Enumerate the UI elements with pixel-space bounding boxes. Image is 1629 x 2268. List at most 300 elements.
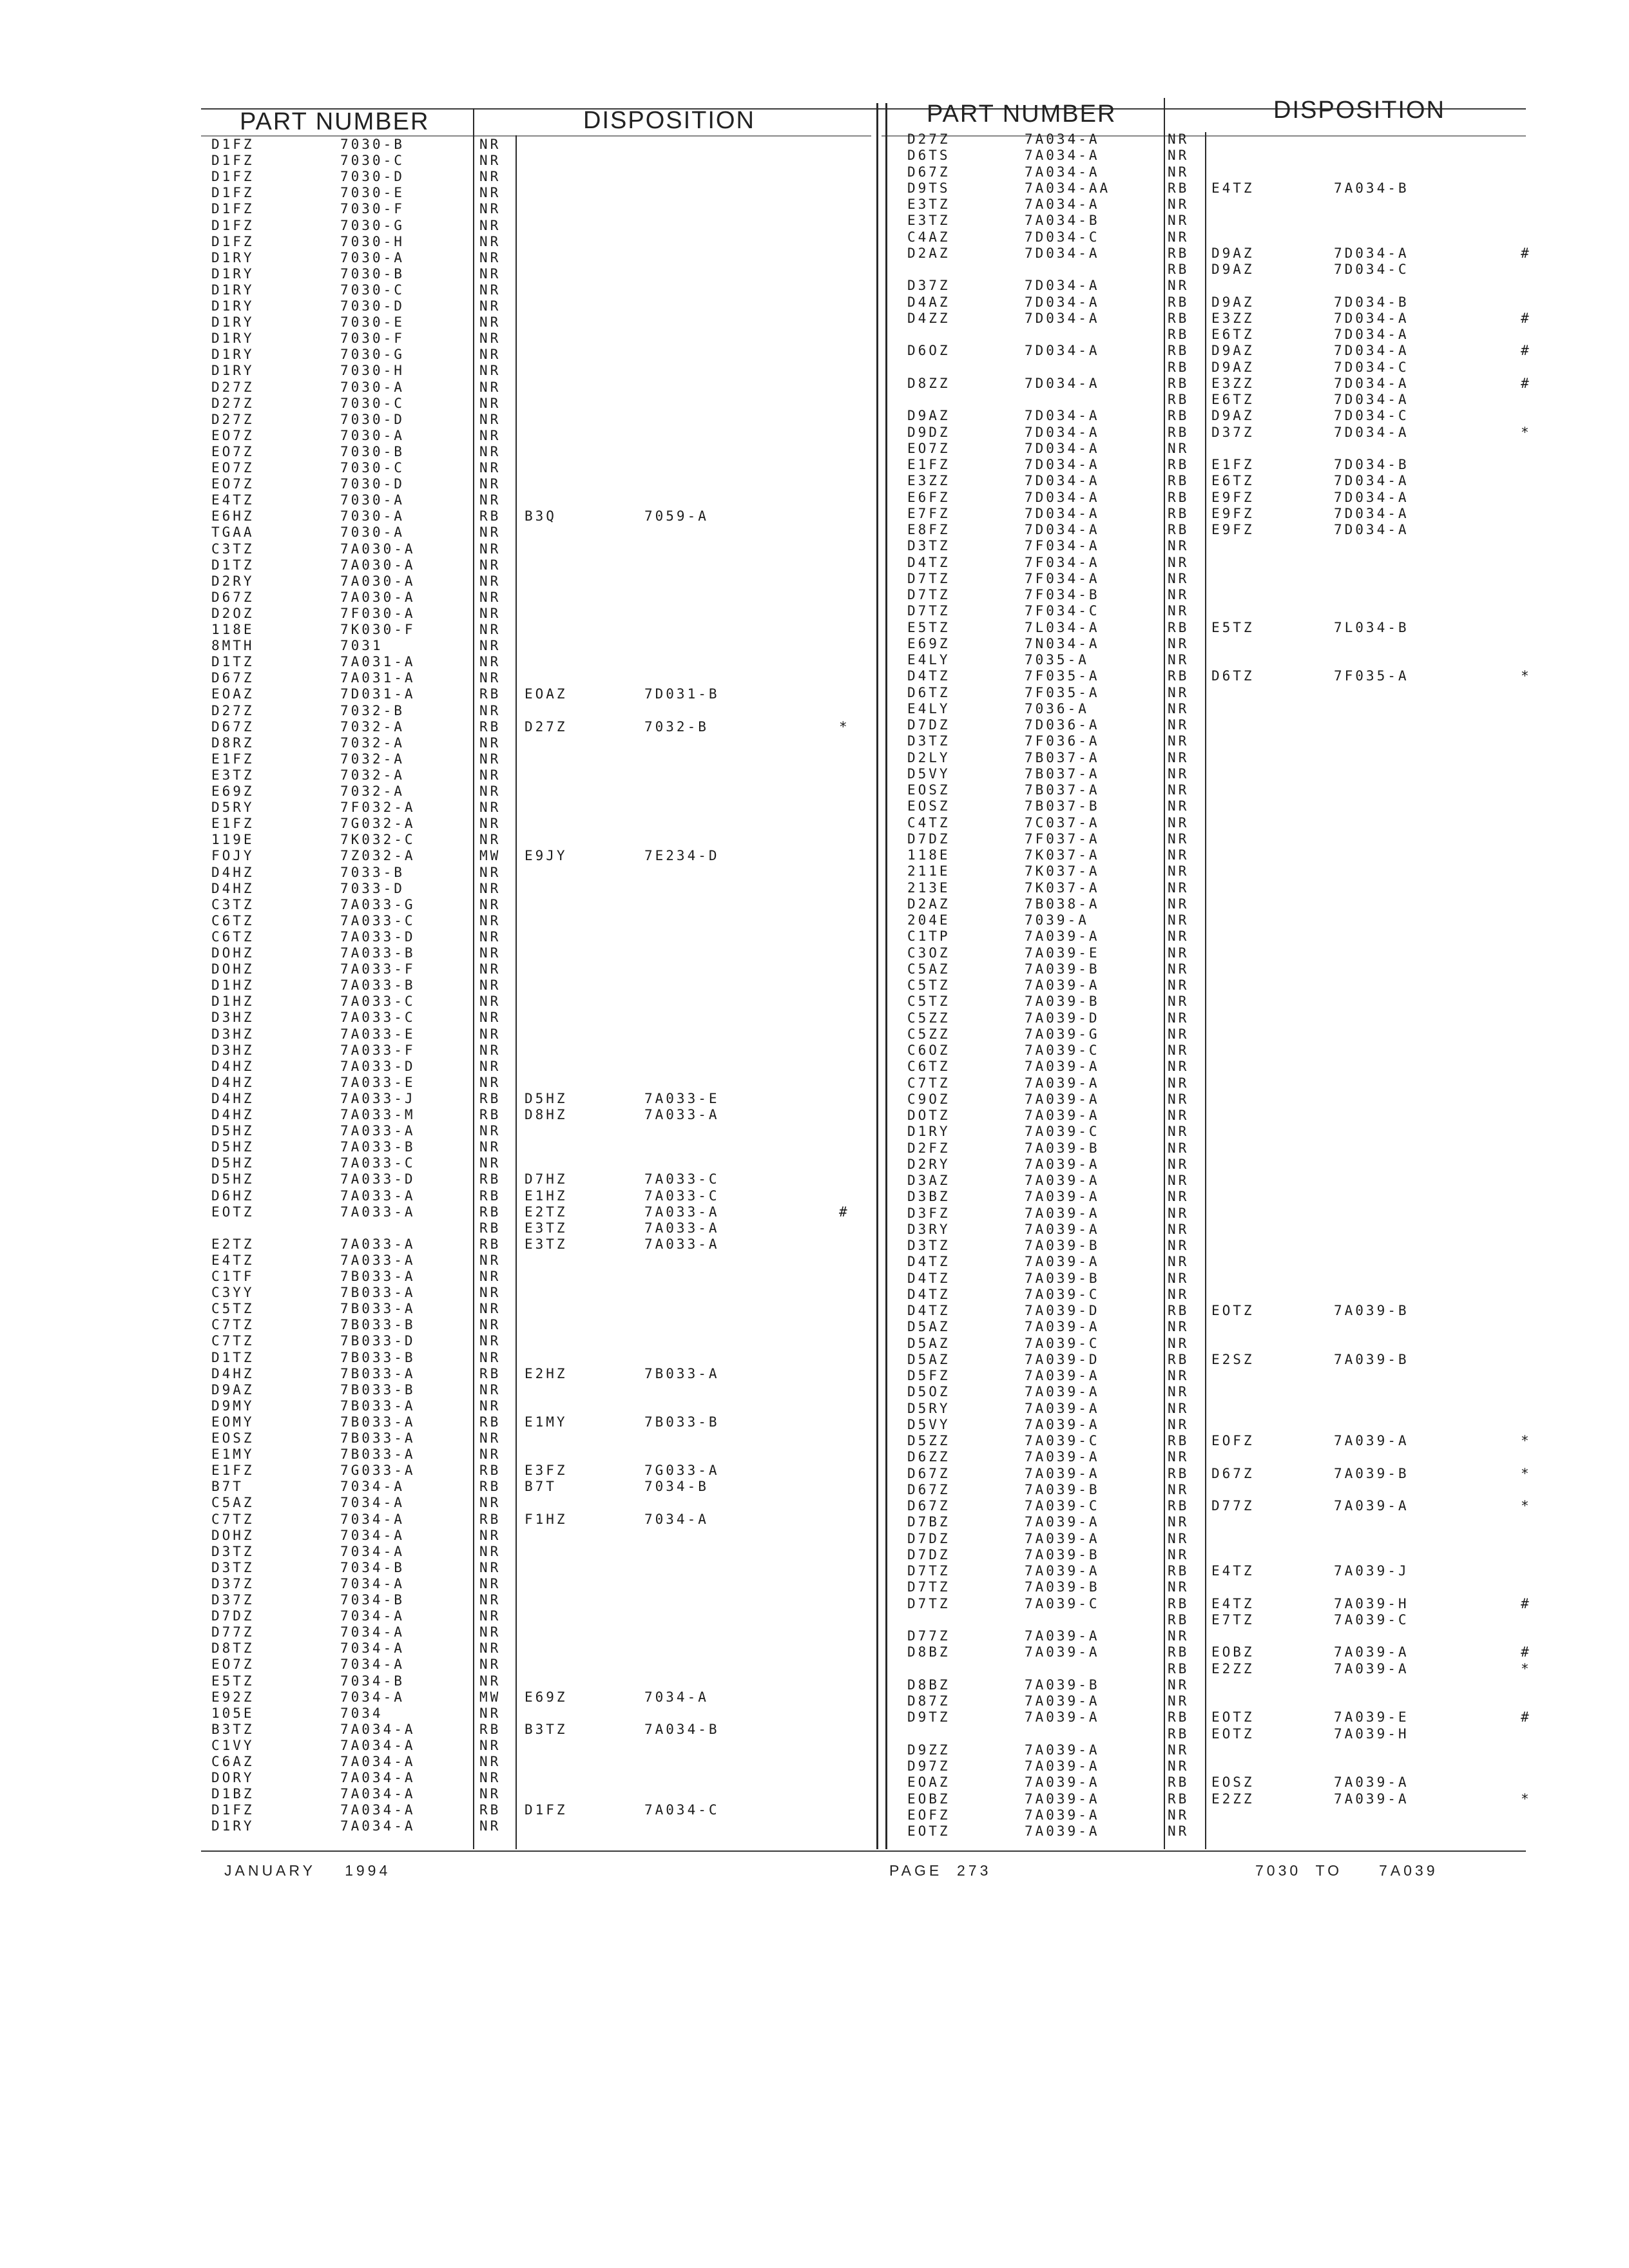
part-prefix: D77Z [211, 1624, 255, 1640]
part-prefix: C5TZ [907, 977, 950, 993]
repl-prefix: EOTZ [1211, 1725, 1255, 1742]
part-base: 7034-A [340, 1527, 405, 1543]
part-prefix: D1FZ [211, 217, 255, 233]
part-prefix: E7FZ [907, 505, 950, 521]
part-prefix: EOSZ [211, 1430, 255, 1446]
part-prefix: D1RY [211, 298, 255, 314]
disp-code: RB [479, 1365, 501, 1381]
part-prefix: FOJY [211, 848, 255, 864]
disp-code: NR [479, 816, 501, 832]
part-base: 7A034-A [340, 1737, 416, 1753]
disp-code: RB [1168, 359, 1190, 375]
disp-code: NR [1168, 1026, 1190, 1042]
part-base: 7030-D [340, 476, 405, 492]
part-prefix: D4HZ [211, 1365, 255, 1381]
part-prefix: E3TZ [211, 767, 255, 783]
disp-code: NR [1168, 1319, 1190, 1335]
part-prefix: D67Z [211, 718, 255, 735]
disp-code: RB [479, 1463, 501, 1479]
part-base: 7A033-J [340, 1090, 416, 1106]
part-base: 7030-C [340, 153, 405, 169]
part-prefix: D9DZ [907, 424, 950, 440]
part-base: 7B033-A [340, 1301, 416, 1317]
disp-code: NR [479, 1333, 501, 1349]
part-base: 7D031-A [340, 686, 416, 702]
part-prefix: D8BZ [907, 1644, 950, 1660]
part-prefix: C1TP [907, 928, 950, 945]
part-prefix: D4HZ [211, 864, 255, 880]
part-prefix: D1RY [211, 1818, 255, 1834]
part-prefix: C6TZ [211, 928, 255, 945]
disp-code: RB [1168, 1644, 1190, 1660]
part-prefix: D1BZ [211, 1786, 255, 1802]
part-prefix: C4AZ [907, 229, 950, 245]
part-base: 7A039-A [1025, 1173, 1100, 1188]
part-base: 7N034-A [1025, 635, 1100, 651]
footer-page: PAGE 273 [889, 1862, 992, 1879]
part-prefix: D5AZ [907, 1319, 950, 1335]
part-base: 7A039-A [1025, 1189, 1100, 1205]
disp-code: RB [1168, 343, 1190, 359]
part-base: 7A033-A [340, 1123, 416, 1139]
part-base: 7031 [340, 638, 383, 654]
part-prefix: D7TZ [907, 570, 950, 586]
part-prefix: EOSZ [907, 798, 950, 814]
repl-prefix: EOAZ [525, 686, 568, 702]
part-base: 7A033-E [340, 1026, 416, 1042]
disp-code: NR [479, 492, 501, 508]
part-base: 7A034-A [340, 1721, 416, 1737]
part-prefix: D2FZ [907, 1140, 950, 1156]
disp-code: NR [479, 443, 501, 459]
part-prefix: E4LY [907, 652, 950, 668]
disp-code: NR [1168, 1010, 1190, 1026]
repl-base: 7A039-B [1334, 1465, 1409, 1481]
repl-prefix: B3TZ [525, 1721, 568, 1737]
repl-base: 7A033-A [644, 1220, 720, 1236]
disp-code: NR [1168, 912, 1190, 928]
part-prefix: D4TZ [907, 1303, 950, 1318]
disp-code: NR [479, 654, 501, 670]
disp-code: NR [1168, 1481, 1190, 1497]
disp-code: NR [1168, 1108, 1190, 1123]
disp-code: NR [479, 1559, 501, 1575]
repl-prefix: D1FZ [525, 1802, 568, 1818]
part-prefix: C6TZ [907, 1059, 950, 1075]
disp-code: RB [1168, 310, 1190, 326]
disp-code: RB [1168, 619, 1190, 635]
part-base: 7A033-B [340, 945, 416, 961]
part-prefix: D3TZ [907, 1238, 950, 1253]
part-prefix: D4HZ [211, 1107, 255, 1122]
disp-code: RB [1168, 522, 1190, 537]
repl-base: 7A033-A [644, 1204, 720, 1220]
repl-base: 7A039-A [1334, 1433, 1409, 1448]
part-prefix: D1FZ [211, 1802, 255, 1818]
part-base: 7A034-A [1025, 148, 1100, 164]
part-base: 7F035-A [1025, 684, 1100, 700]
disp-code: RB [479, 1414, 501, 1430]
part-base: 7A039-A [1025, 1807, 1100, 1823]
part-prefix: D4HZ [211, 1074, 255, 1090]
repl-prefix: EOFZ [1211, 1433, 1255, 1448]
disp-code: NR [1168, 847, 1190, 863]
part-prefix: C3YY [211, 1285, 255, 1301]
part-base: 7A030-A [340, 541, 416, 557]
part-prefix: D2OZ [211, 605, 255, 621]
part-prefix: D2RY [907, 1156, 950, 1172]
part-base: 7F034-B [1025, 587, 1100, 602]
disp-code: NR [1168, 131, 1190, 147]
part-prefix: D67Z [211, 670, 255, 686]
repl-prefix: E3ZZ [1211, 375, 1255, 391]
part-prefix: D3TZ [211, 1543, 255, 1559]
disp-code: NR [479, 137, 501, 152]
disp-code: NR [1168, 684, 1190, 700]
disp-code: NR [1168, 1384, 1190, 1400]
part-prefix: D5RY [211, 800, 255, 816]
part-base: 7A039-A [1025, 1563, 1100, 1579]
disp-code: NR [1168, 1043, 1190, 1058]
part-prefix: D5RY [907, 1400, 950, 1416]
part-base: 7A031-A [340, 654, 416, 670]
disp-code: RB [1168, 327, 1190, 342]
disp-code: NR [479, 1495, 501, 1511]
repl-base: 7D034-A [1334, 245, 1409, 261]
part-base: 7A039-E [1025, 945, 1100, 961]
part-base: 7032-A [340, 767, 405, 783]
part-base: 7Z032-A [340, 848, 416, 864]
part-prefix: EOTZ [211, 1204, 255, 1220]
part-base: 7F034-A [1025, 554, 1100, 570]
part-base: 7K037-A [1025, 863, 1100, 879]
disp-code: NR [1168, 213, 1190, 229]
part-base: 7034-A [340, 1657, 405, 1673]
disp-code: NR [479, 1058, 501, 1074]
repl-base: 7059-A [644, 508, 709, 524]
part-base: 7A039-A [1025, 1514, 1100, 1530]
part-base: 7A039-D [1025, 1010, 1100, 1026]
part-prefix: D6HZ [211, 1187, 255, 1204]
disp-code: NR [479, 880, 501, 896]
part-prefix: D7TZ [907, 1563, 950, 1579]
disp-code: RB [1168, 1303, 1190, 1318]
repl-prefix: E2HZ [525, 1365, 568, 1381]
disp-code: NR [1168, 1677, 1190, 1693]
part-prefix: D2AZ [907, 896, 950, 912]
part-prefix: E1FZ [211, 751, 255, 767]
disp-code: NR [1168, 1173, 1190, 1188]
part-prefix: E1MY [211, 1446, 255, 1463]
disp-code: NR [479, 379, 501, 395]
part-base: 7034-A [340, 1511, 405, 1527]
disp-code: RB [1168, 1709, 1190, 1725]
part-base: 7030-A [340, 492, 405, 508]
note-mark: # [1521, 1709, 1532, 1725]
part-prefix: D7DZ [907, 717, 950, 733]
part-prefix: D3HZ [211, 1042, 255, 1058]
disp-code: RB [1168, 1725, 1190, 1742]
disp-code: NR [479, 185, 501, 201]
disp-code: RB [1168, 392, 1190, 407]
part-base: 7A039-A [1025, 1628, 1100, 1644]
part-base: 7B037-A [1025, 782, 1100, 798]
part-prefix: D7TZ [907, 603, 950, 619]
part-base: 7G032-A [340, 816, 416, 832]
disp-code: NR [1168, 554, 1190, 570]
part-prefix: D7DZ [907, 831, 950, 847]
disp-code: NR [1168, 717, 1190, 733]
disp-code: NR [479, 1074, 501, 1090]
bottom-rule [201, 1850, 1526, 1852]
part-prefix: EO7Z [211, 427, 255, 443]
part-prefix: D2LY [907, 749, 950, 765]
part-base: 7A039-B [1025, 994, 1100, 1010]
disp-code: RB [479, 1220, 501, 1236]
part-base: 7B037-B [1025, 798, 1100, 814]
left-disposition-header: DISPOSITION [583, 107, 755, 134]
disp-code: RB [1168, 1498, 1190, 1514]
part-prefix: D7DZ [907, 1546, 950, 1562]
disp-code: NR [479, 460, 501, 476]
disp-code: NR [1168, 635, 1190, 651]
part-base: 7030-F [340, 201, 405, 217]
repl-prefix: B7T [525, 1479, 557, 1495]
part-base: 7D034-A [1025, 278, 1100, 294]
repl-prefix: E69Z [525, 1689, 568, 1705]
part-prefix: D5AZ [907, 1351, 950, 1367]
footer-date: JANUARY 1994 [224, 1862, 391, 1879]
disp-code: NR [1168, 1221, 1190, 1237]
repl-prefix: E1MY [525, 1414, 568, 1430]
part-prefix: D27Z [211, 411, 255, 427]
part-prefix: DOHZ [211, 945, 255, 961]
part-base: 7A030-A [340, 589, 416, 605]
note-mark: # [839, 1204, 850, 1220]
repl-prefix: E9FZ [1211, 522, 1255, 537]
part-prefix: D1RY [211, 249, 255, 265]
part-base: 7A039-A [1025, 977, 1100, 993]
disp-code: NR [1168, 1579, 1190, 1595]
part-prefix: D1RY [211, 347, 255, 363]
part-prefix: C9OZ [907, 1091, 950, 1107]
repl-base: 7A033-A [644, 1236, 720, 1252]
part-base: 7B037-A [1025, 749, 1100, 765]
part-prefix: D1RY [211, 363, 255, 379]
disp-code: RB [1168, 1660, 1190, 1677]
part-prefix: D67Z [907, 1481, 950, 1497]
disp-code: NR [479, 233, 501, 249]
repl-prefix: E3ZZ [1211, 310, 1255, 326]
disp-code: NR [479, 265, 501, 282]
part-base: 7D034-A [1025, 245, 1100, 261]
part-base: 7A033-A [340, 1252, 416, 1268]
repl-prefix: E4TZ [1211, 180, 1255, 196]
part-base: 7A034-A [1025, 164, 1100, 180]
disp-code: RB [1168, 505, 1190, 521]
repl-base: 7D034-A [1334, 392, 1409, 407]
part-base: 7D034-C [1025, 229, 1100, 245]
disp-code: RB [479, 1236, 501, 1252]
part-base: 7D034-A [1025, 457, 1100, 472]
part-base: 7A033-A [340, 1187, 416, 1204]
part-base: 7A039-C [1025, 1498, 1100, 1514]
part-prefix: C3TZ [211, 896, 255, 912]
disp-code: NR [479, 169, 501, 185]
disp-code: NR [479, 1737, 501, 1753]
repl-base: 7D034-B [1334, 457, 1409, 472]
part-base: 7034-A [340, 1479, 405, 1495]
part-prefix: E1FZ [211, 816, 255, 832]
disp-code: NR [479, 1155, 501, 1171]
disp-code: NR [479, 864, 501, 880]
note-mark: * [1521, 668, 1532, 684]
part-prefix: D5HZ [211, 1155, 255, 1171]
part-prefix: C6OZ [907, 1043, 950, 1058]
repl-base: 7D034-B [1334, 294, 1409, 310]
right-part-number-header: PART NUMBER [927, 101, 1117, 128]
disp-code: NR [1168, 1124, 1190, 1140]
part-prefix: E5TZ [907, 619, 950, 635]
part-prefix: D1RY [211, 314, 255, 331]
repl-base: 7D034-A [1334, 489, 1409, 505]
part-prefix: D9AZ [907, 408, 950, 424]
disp-code: NR [1168, 440, 1190, 456]
disp-code: NR [479, 541, 501, 557]
part-prefix: E3ZZ [907, 473, 950, 489]
part-base: 7A033-C [340, 1155, 416, 1171]
part-base: 7D034-A [1025, 489, 1100, 505]
part-base: 7F034-A [1025, 538, 1100, 554]
part-prefix: D1FZ [211, 185, 255, 201]
disp-code: NR [479, 1527, 501, 1543]
repl-prefix: E6TZ [1211, 392, 1255, 407]
part-base: 7K032-C [340, 832, 416, 848]
repl-base: 7A033-C [644, 1171, 720, 1187]
disp-code: RB [1168, 294, 1190, 310]
part-prefix: C7TZ [907, 1075, 950, 1091]
part-prefix: D7TZ [907, 587, 950, 602]
disp-code: NR [1168, 1270, 1190, 1286]
repl-base: 7A033-E [644, 1090, 720, 1106]
disp-code: NR [1168, 1530, 1190, 1546]
repl-base: 7A039-A [1334, 1644, 1409, 1660]
part-base: 7A039-A [1025, 1530, 1100, 1546]
right-disposition-header: DISPOSITION [1273, 97, 1445, 124]
disp-code: NR [479, 1042, 501, 1058]
disp-code: NR [479, 395, 501, 411]
part-base: 7A039-A [1025, 1091, 1100, 1107]
part-base: 7D034-A [1025, 310, 1100, 326]
part-base: 7A039-A [1025, 1449, 1100, 1465]
disp-code: NR [1168, 278, 1190, 294]
part-base: 7B033-A [340, 1365, 416, 1381]
part-prefix: E4LY [907, 700, 950, 716]
note-mark: # [1521, 375, 1532, 391]
part-prefix: C4TZ [907, 814, 950, 831]
disp-code: RB [479, 718, 501, 735]
disp-code: RB [1168, 1791, 1190, 1807]
repl-prefix: D9AZ [1211, 359, 1255, 375]
part-base: 7A034-A [340, 1786, 416, 1802]
disp-code: RB [1168, 1595, 1190, 1611]
part-prefix: EO7Z [907, 440, 950, 456]
part-prefix: TGAA [211, 524, 255, 541]
note-mark: # [1521, 310, 1532, 326]
part-prefix: D8ZZ [907, 375, 950, 391]
part-prefix: D97Z [907, 1758, 950, 1774]
part-prefix: C5ZZ [907, 1010, 950, 1026]
part-base: 7D034-A [1025, 343, 1100, 359]
part-prefix: D37Z [211, 1592, 255, 1608]
part-prefix: D67Z [211, 589, 255, 605]
part-prefix: E3TZ [907, 213, 950, 229]
note-mark: # [1521, 1644, 1532, 1660]
disp-code: RB [1168, 457, 1190, 472]
part-prefix: D1TZ [211, 557, 255, 573]
disp-code: NR [1168, 1546, 1190, 1562]
part-base: 7B033-A [340, 1446, 416, 1463]
repl-prefix: D9AZ [1211, 343, 1255, 359]
part-prefix: D5FZ [907, 1368, 950, 1383]
disp-code: NR [479, 832, 501, 848]
left-code-divider [516, 135, 517, 1849]
part-prefix: EOTZ [907, 1823, 950, 1839]
disp-code: RB [1168, 180, 1190, 196]
repl-prefix: B3Q [525, 508, 557, 524]
part-prefix: D6ZZ [907, 1449, 950, 1465]
part-prefix: D67Z [907, 164, 950, 180]
part-base: 7B038-A [1025, 896, 1100, 912]
part-prefix: 105E [211, 1705, 255, 1721]
part-prefix: D3TZ [907, 733, 950, 749]
part-base: 7A039-B [1025, 961, 1100, 977]
disp-code: NR [1168, 148, 1190, 164]
part-prefix: D27Z [211, 379, 255, 395]
disp-code: NR [479, 994, 501, 1010]
part-prefix: D9TZ [907, 1709, 950, 1725]
part-prefix: D4TZ [907, 668, 950, 684]
repl-prefix: E4TZ [1211, 1595, 1255, 1611]
part-base: 7F034-A [1025, 570, 1100, 586]
part-base: 7A039-A [1025, 1791, 1100, 1807]
repl-base: 7D034-A [1334, 310, 1409, 326]
repl-base: 7A039-J [1334, 1563, 1409, 1579]
repl-prefix: EOTZ [1211, 1303, 1255, 1318]
part-prefix: D1FZ [211, 233, 255, 249]
disp-code: NR [1168, 994, 1190, 1010]
part-prefix: D4HZ [211, 880, 255, 896]
note-mark: * [1521, 1433, 1532, 1448]
disp-code: RB [1168, 1563, 1190, 1579]
disp-code: NR [1168, 1514, 1190, 1530]
disp-code: NR [479, 1010, 501, 1026]
repl-base: 7A039-B [1334, 1303, 1409, 1318]
part-prefix: EOFZ [907, 1807, 950, 1823]
disp-code: NR [479, 282, 501, 298]
repl-prefix: D77Z [1211, 1498, 1255, 1514]
disp-code: NR [1168, 1693, 1190, 1709]
disp-code: NR [479, 945, 501, 961]
disp-code: RB [479, 1107, 501, 1122]
part-prefix: D5OZ [907, 1384, 950, 1400]
part-base: 7A039-A [1025, 928, 1100, 945]
repl-prefix: E7TZ [1211, 1611, 1255, 1628]
repl-prefix: D9AZ [1211, 262, 1255, 277]
disp-code: NR [1168, 570, 1190, 586]
part-prefix: D1FZ [211, 201, 255, 217]
part-base: 7A033-E [340, 1074, 416, 1090]
